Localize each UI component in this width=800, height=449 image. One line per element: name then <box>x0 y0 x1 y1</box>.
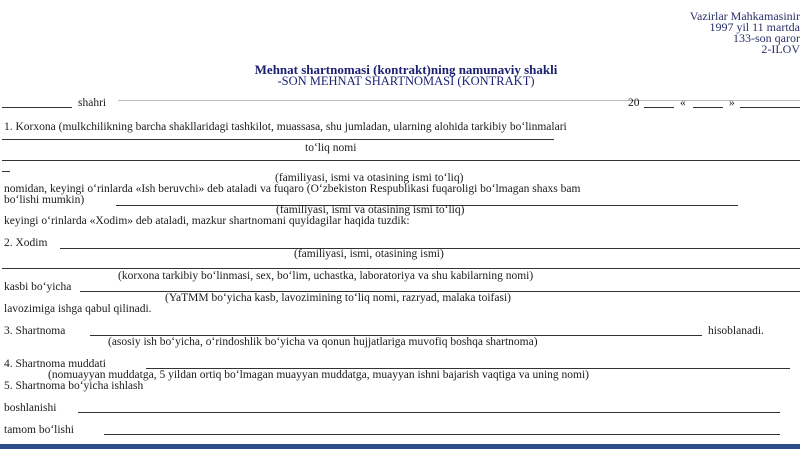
city-label: shahri <box>78 97 107 109</box>
section5-label: 5. Shartnoma bo‘yicha ishlash <box>4 380 144 392</box>
section2-caption-fio: (familiyasi, ismi, otasining ismi) <box>294 248 444 260</box>
section2-caption-profession: (YaTMM bo‘yicha kasb, lavozimining to‘liq nomi, razryad, malaka toifasi) <box>165 292 511 304</box>
section3-suffix: hisoblanadi. <box>708 325 764 337</box>
header-decree-date: 1997 yil 11 martda <box>709 20 800 34</box>
year-prefix: 20 <box>628 97 640 109</box>
header-appendix-number: 2-ILOV <box>761 42 800 56</box>
section1-stateless-text: bo‘lishi mumkin) <box>4 194 85 206</box>
section2-hired-text: lavozimiga ishga qabul qilinadi. <box>4 303 152 315</box>
rule-top <box>118 100 800 101</box>
section5-end-label: tamom bo‘lishi <box>4 424 74 436</box>
header-decree-number: 133-son qaror <box>733 31 800 45</box>
section1-org-blank[interactable] <box>2 139 554 140</box>
section2-unit-blank[interactable] <box>2 268 800 269</box>
section1-employer-text: nomidan, keyingi o‘rinlarda «Ish beruvchi» deb ataladi va fuqaro (O‘zbekiston Respublikasi fuqaroligi bo‘lmagan shaxs bam <box>4 183 581 195</box>
section2-profession-label: kasbi bo‘yicha <box>4 281 72 293</box>
section1-worker-text: keyingi o‘rinlarda «Xodim» deb ataladi, mazkur shartnomani quyidagilar haqida tuzdik: <box>4 215 410 227</box>
section1-caption-fio2: (familiyasi, ismi va otasining ismi to‘liq) <box>276 204 465 216</box>
section2-caption-unit: (korxona tarkibiy bo‘linmasi, sex, bo‘lim, uchastka, laboratoriya va shu kabilarning nomi) <box>118 270 534 282</box>
month-blank[interactable] <box>740 107 800 108</box>
document-title: Mehnat shartnomasi (kontrakt)ning namunaviy shakli <box>254 62 558 77</box>
section5-start-label: boshlanishi <box>4 402 57 414</box>
section1-text: 1. Korxona (mulkchilikning barcha shakllaridagi tashkilot, muassasa, shu jumladan, ularning alohida tarkibiy bo‘linmalari <box>4 121 567 133</box>
section1-caption-fio1: (familiyasi, ismi va otasining ismi to‘liq) <box>275 172 464 184</box>
section4-caption: (nomuayyan muddatga, 5 yildan ortiq bo‘lmagan muayyan muddatga, muayyan ishni bajarish vaqtiga va uning nomi) <box>48 369 590 381</box>
year-blank[interactable] <box>644 107 674 108</box>
section3-label: 3. Shartnoma <box>4 325 66 337</box>
close-quote: » <box>729 97 735 109</box>
section1-short-blank <box>2 171 10 172</box>
city-blank[interactable] <box>2 107 72 108</box>
section1-caption-name: to‘liq nomi <box>305 142 357 154</box>
section3-caption: (asosiy ish bo‘yicha, o‘rindoshlik bo‘yicha va qonun hujjatlariga muvofiq boshqa shartnoma) <box>108 336 538 348</box>
section4-label: 4. Shartnoma muddati <box>4 358 106 370</box>
day-blank[interactable] <box>693 107 723 108</box>
document-subtitle: -SON MEHNAT SHARTNOMASI (KONTRAKT) <box>277 74 535 88</box>
header-decree-authority: Vazirlar Mahkamasinir <box>689 9 800 23</box>
bottom-edge-strip <box>0 444 800 449</box>
section1-fio-blank[interactable] <box>2 160 800 161</box>
section2-label: 2. Xodim <box>4 237 48 249</box>
open-quote: « <box>680 97 686 109</box>
section5-start-blank[interactable] <box>78 412 780 413</box>
section5-end-blank[interactable] <box>104 434 780 435</box>
